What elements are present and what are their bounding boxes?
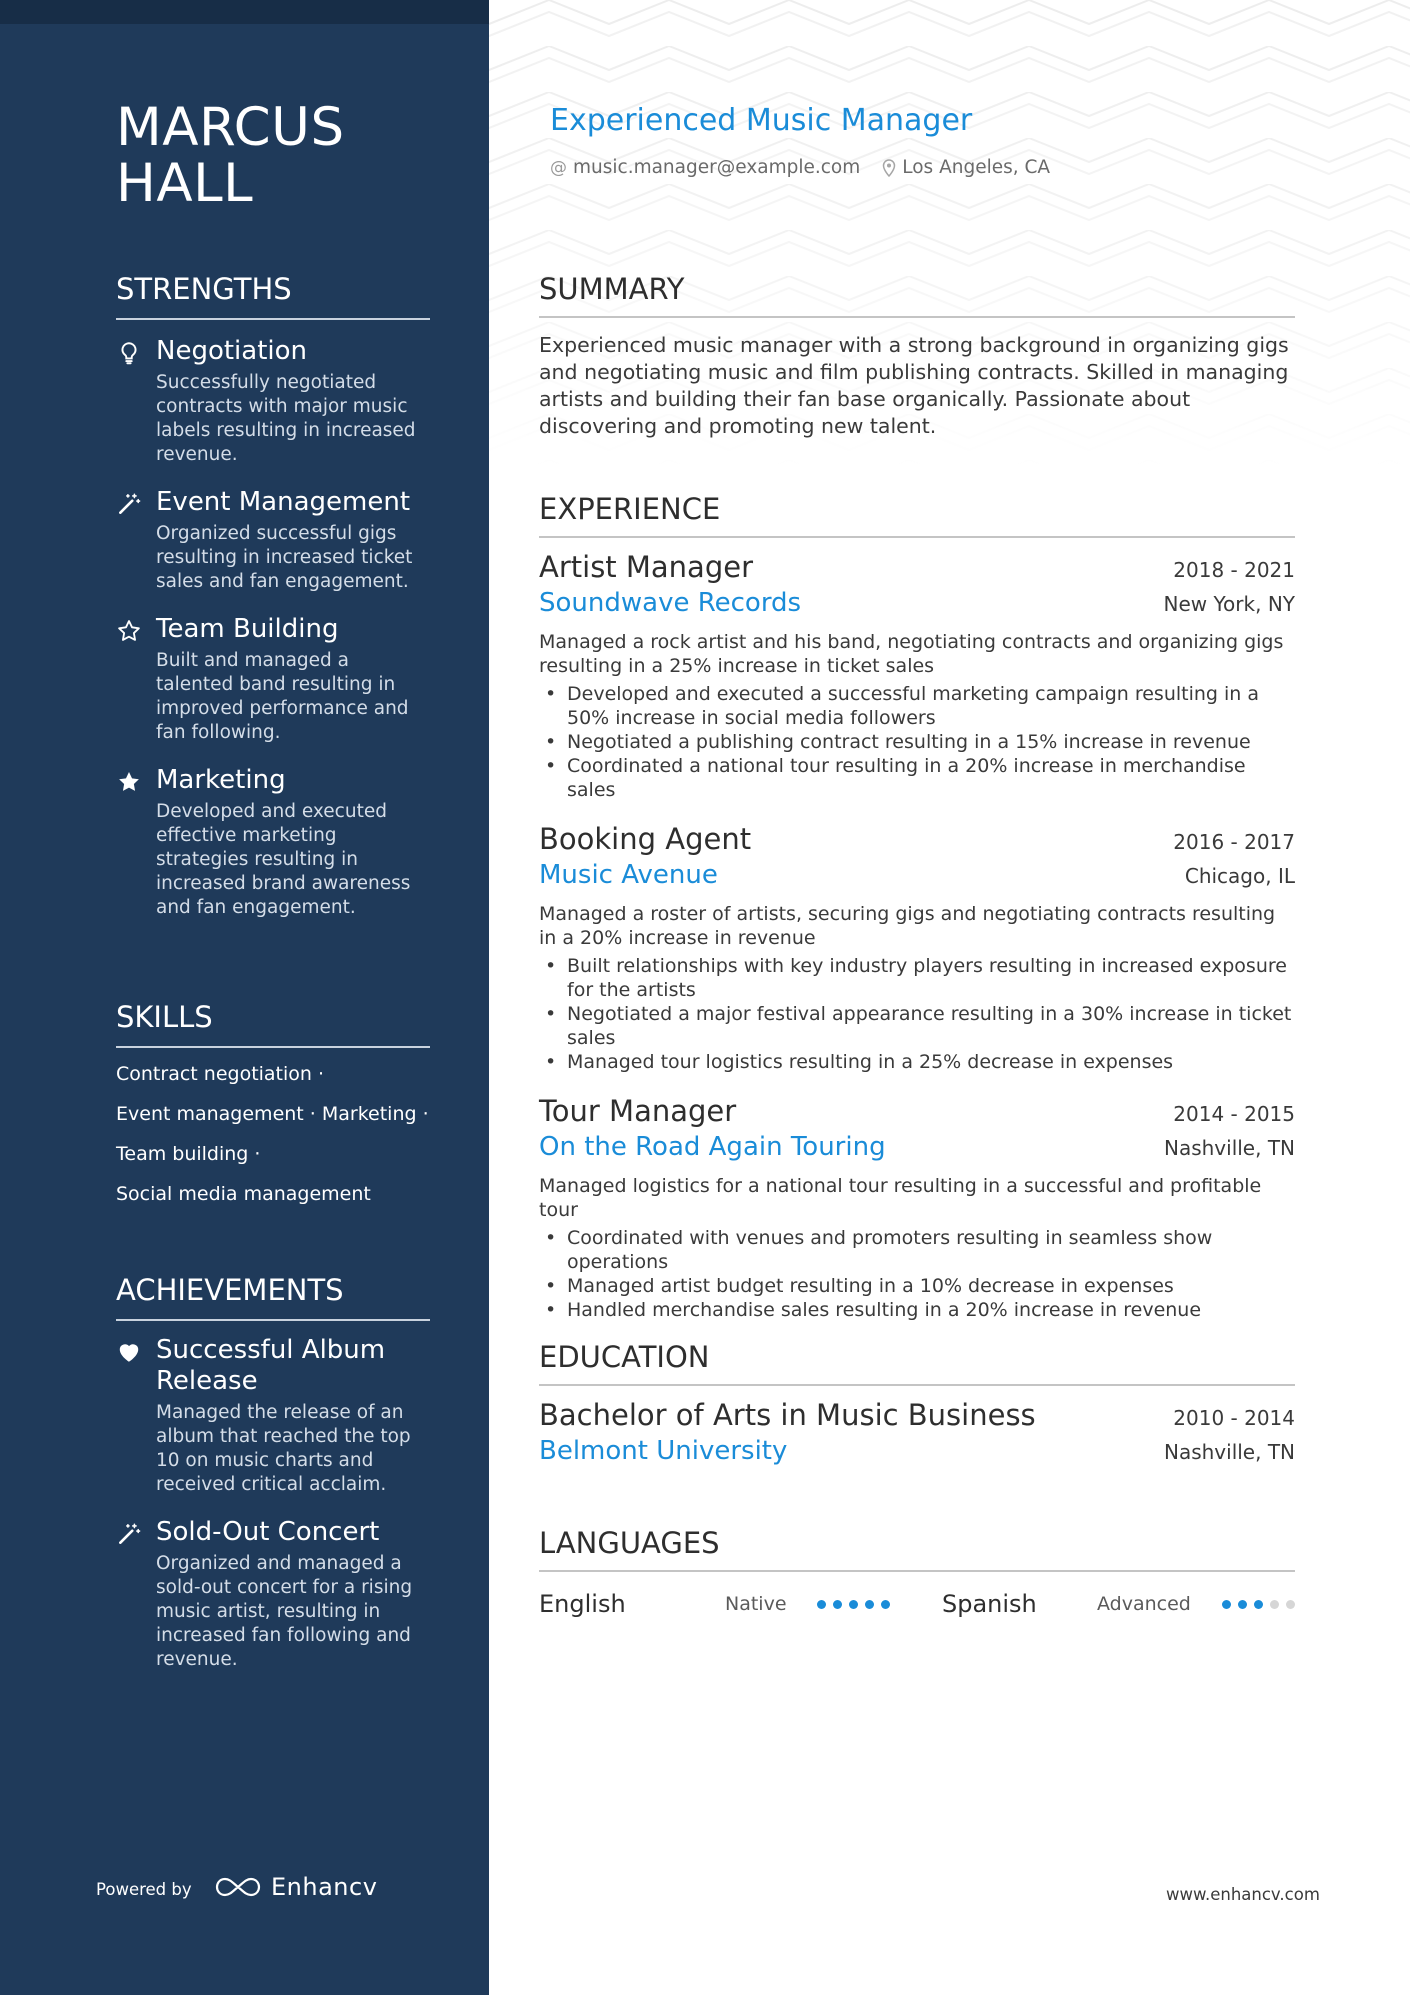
location-pin-icon (882, 159, 896, 177)
job-bullet: • Negotiated a publishing contract resulting in a 15% increase in revenue (539, 730, 1295, 754)
contact-email[interactable]: music.manager@example.com (573, 157, 861, 178)
strength-item (116, 336, 430, 467)
summary-heading: SUMMARY (539, 272, 1295, 318)
at-sign-icon: @ (550, 157, 567, 178)
summary-text: Experienced music manager with a strong background in organizing gigs and negotiating music and film publishing contracts. Skilled in managing artists and building their fan base organically. Passionate about discovering and promoting new talent. (539, 333, 1289, 438)
star-filled-icon (116, 769, 142, 795)
job-dates: 2016 - 2017 (1173, 830, 1295, 854)
education-dates: 2010 - 2014 (1173, 1406, 1295, 1430)
achievement-item (116, 1335, 430, 1497)
education-entry (539, 1396, 1295, 1468)
language-name: Spanish (942, 1590, 1037, 1618)
sidebar (0, 0, 489, 1995)
lightbulb-icon (116, 340, 142, 366)
rating-dot-filled (833, 1600, 842, 1609)
heart-icon (116, 1339, 142, 1365)
main-content (489, 0, 1410, 1995)
rating-dot-filled (1222, 1600, 1231, 1609)
achievement-desc: Organized and managed a sold-out concert for a rising music artist, resulting in increased fan following and revenue. (156, 1553, 413, 1670)
language-level: Native (725, 1593, 787, 1615)
strength-item (116, 487, 430, 594)
language-name: English (539, 1590, 626, 1618)
skills-section (116, 1000, 430, 1206)
education-section (539, 1340, 1295, 1468)
contact-location: Los Angeles, CA (902, 157, 1051, 178)
skill-line: Team building · (116, 1143, 261, 1165)
rating-dot-filled (817, 1600, 826, 1609)
job-location: New York, NY (1163, 592, 1295, 616)
last-name: HALL (116, 153, 254, 214)
skill-line: Social media management (116, 1183, 371, 1205)
rating-dot-filled (849, 1600, 858, 1609)
education-heading: EDUCATION (539, 1340, 1295, 1386)
job-dates: 2014 - 2015 (1173, 1102, 1295, 1126)
footer-website[interactable]: www.enhancv.com (1166, 1885, 1320, 1904)
job-bullet: • Built relationships with key industry players resulting in increased exposure for the artists (539, 954, 1295, 1002)
education-location: Nashville, TN (1163, 1440, 1295, 1464)
languages-row (539, 1586, 1295, 1622)
job-entry (539, 1092, 1295, 1322)
job-location: Chicago, IL (1184, 864, 1295, 888)
education-degree: Bachelor of Arts in Music Business (539, 1398, 1036, 1432)
skills-list (116, 1062, 430, 1206)
strength-item (116, 614, 430, 745)
job-bullet: • Managed artist budget resulting in a 10% decrease in expenses (539, 1274, 1295, 1298)
job-description: Managed a rock artist and his band, negotiating contracts and organizing gigs resulting in a 25% increase in ticket sales (539, 631, 1284, 677)
job-entry (539, 820, 1295, 1074)
achievement-title: Successful Album Release (156, 1335, 386, 1396)
achievements-section (116, 1273, 430, 1672)
languages-section (539, 1526, 1295, 1622)
star-outline-icon (116, 618, 142, 644)
job-company: Music Avenue (539, 860, 718, 890)
job-dates: 2018 - 2021 (1173, 558, 1295, 582)
summary-section (539, 272, 1295, 440)
achievements-heading: ACHIEVEMENTS (116, 1273, 430, 1321)
skill-line: Event management · Marketing · (116, 1103, 429, 1125)
job-bullet: • Coordinated with venues and promoters resulting in seamless show operations (539, 1226, 1295, 1274)
rating-dot-filled (881, 1600, 890, 1609)
strength-desc: Developed and executed effective marketing strategies resulting in increased brand awareness and fan engagement. (156, 801, 411, 918)
enhancv-logo-text: Enhancv (271, 1873, 378, 1901)
achievement-title: Sold-Out Concert (156, 1517, 380, 1547)
experience-heading: EXPERIENCE (539, 492, 1295, 538)
job-company: Soundwave Records (539, 588, 802, 618)
strength-title: Event Management (156, 487, 411, 517)
job-role: Artist Manager (539, 550, 754, 584)
job-bullets (539, 682, 1295, 802)
rating-dot-filled (1238, 1600, 1247, 1609)
skills-heading: SKILLS (116, 1000, 430, 1048)
sidebar-top-strip (0, 0, 489, 24)
job-bullet: • Handled merchandise sales resulting in a 20% increase in revenue (539, 1298, 1295, 1322)
job-entry (539, 548, 1295, 802)
first-name: MARCUS (116, 97, 345, 158)
skill-line: Contract negotiation · (116, 1063, 325, 1085)
candidate-name (116, 97, 345, 214)
job-bullet: • Coordinated a national tour resulting in a 20% increase in merchandise sales (539, 754, 1295, 802)
strength-desc: Organized successful gigs resulting in increased ticket sales and fan engagement. (156, 523, 413, 592)
job-bullets (539, 1226, 1295, 1322)
strength-title: Negotiation (156, 336, 308, 366)
job-description: Managed a roster of artists, securing gigs and negotiating contracts resulting in a 20% increase in revenue (539, 903, 1276, 949)
job-description: Managed logistics for a national tour resulting in a successful and profitable tour (539, 1175, 1262, 1221)
magic-wand-icon (116, 491, 142, 517)
strength-desc: Successfully negotiated contracts with major music labels resulting in increased revenue. (156, 372, 416, 465)
job-bullet: • Managed tour logistics resulting in a 25% decrease in expenses (539, 1050, 1295, 1074)
powered-by-label: Powered by (96, 1880, 192, 1899)
language-rating (817, 1600, 942, 1609)
strength-desc: Built and managed a talented band resulting in improved performance and fan following. (156, 650, 409, 743)
contact-row (550, 157, 1050, 178)
strengths-section (116, 272, 430, 920)
education-school: Belmont University (539, 1436, 788, 1466)
rating-dot-empty (1286, 1600, 1295, 1609)
rating-dot-filled (865, 1600, 874, 1609)
achievement-item (116, 1517, 430, 1672)
enhancv-logo-icon (215, 1875, 261, 1899)
strength-title: Marketing (156, 765, 286, 795)
job-company: On the Road Again Touring (539, 1132, 886, 1162)
strength-title: Team Building (156, 614, 339, 644)
magic-wand-icon (116, 1521, 142, 1547)
strengths-heading: STRENGTHS (116, 272, 430, 320)
job-role: Booking Agent (539, 822, 752, 856)
rating-dot-empty (1270, 1600, 1279, 1609)
job-bullet: • Negotiated a major festival appearance resulting in a 30% increase in ticket sales (539, 1002, 1295, 1050)
achievement-desc: Managed the release of an album that reached the top 10 on music charts and received critical acclaim. (156, 1402, 411, 1495)
languages-heading: LANGUAGES (539, 1526, 1295, 1572)
language-level: Advanced (1097, 1593, 1191, 1615)
job-bullets (539, 954, 1295, 1074)
experience-section (539, 492, 1295, 1322)
language-rating (1222, 1600, 1295, 1609)
job-role: Tour Manager (539, 1094, 737, 1128)
headline: Experienced Music Manager (550, 103, 973, 138)
job-bullet: • Developed and executed a successful marketing campaign resulting in a 50% increase in social media followers (539, 682, 1295, 730)
strength-item (116, 765, 430, 920)
rating-dot-filled (1254, 1600, 1263, 1609)
enhancv-logo[interactable] (215, 1872, 377, 1902)
job-location: Nashville, TN (1163, 1136, 1295, 1160)
